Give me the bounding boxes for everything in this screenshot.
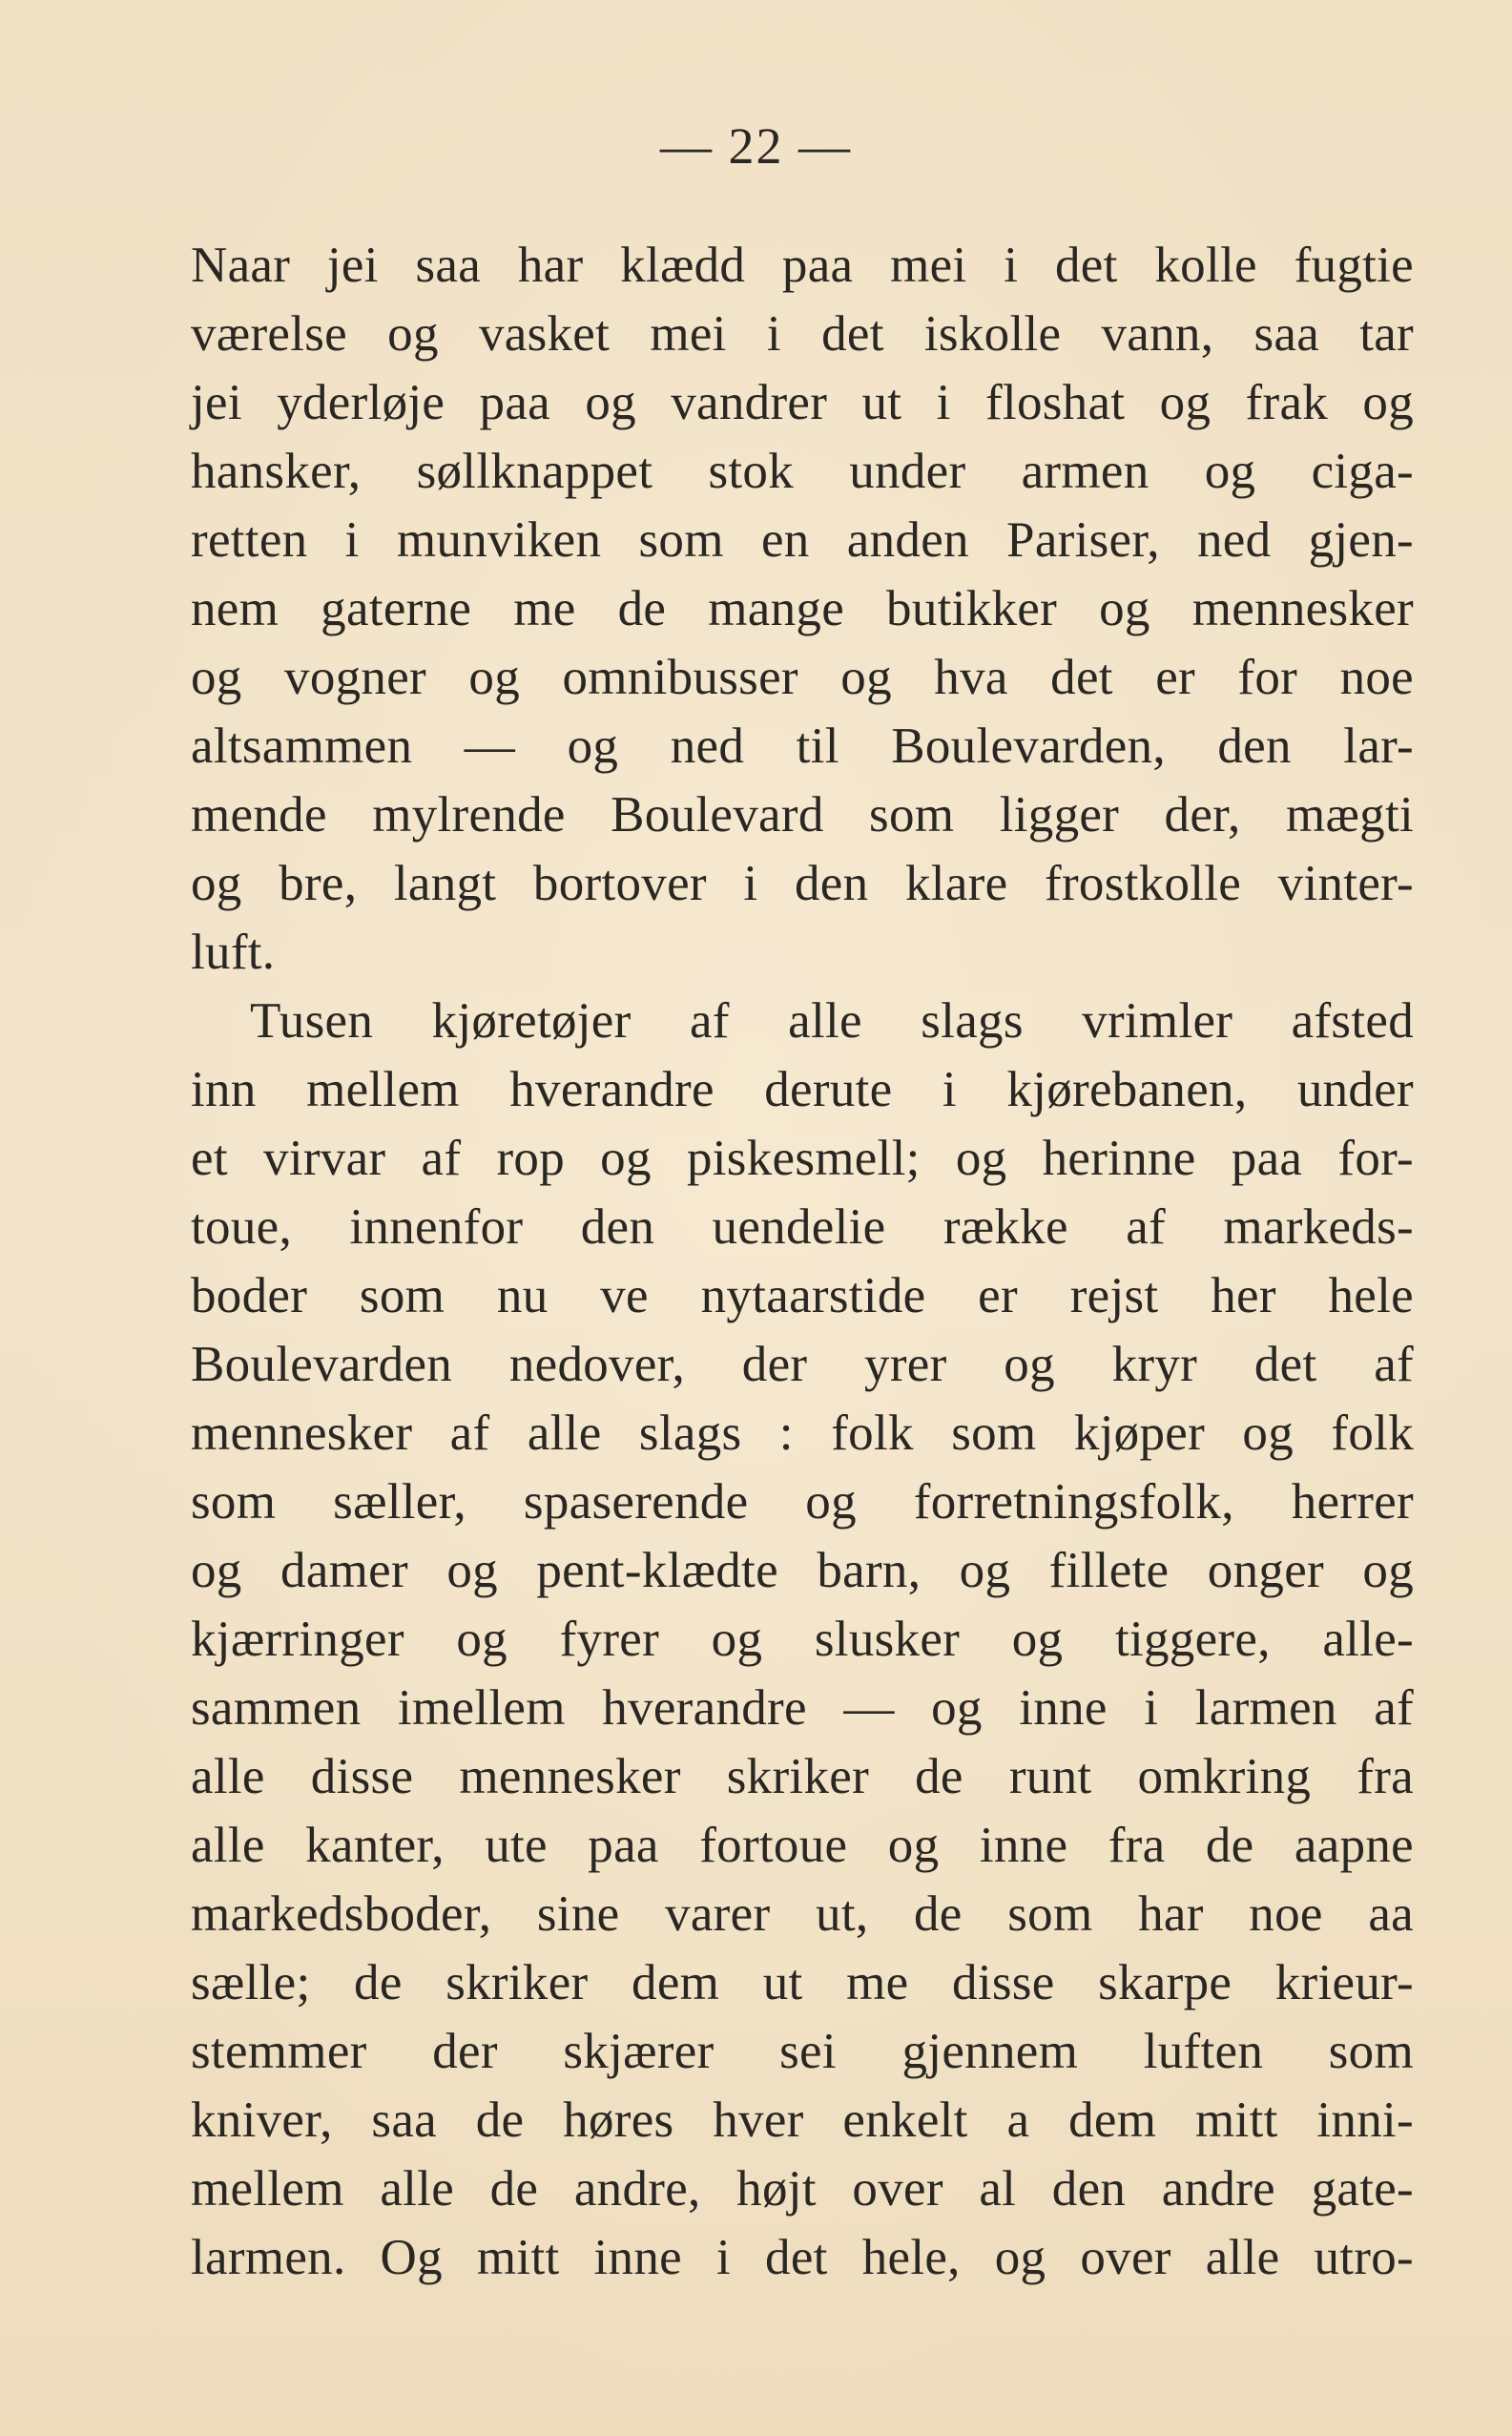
text-line: boder som nu ve nytaarstide er rejst her hele [191,1268,1414,1323]
text-line: værelse og vasket mei i det iskolle vann, saa tar [191,306,1414,362]
text-line: et virvar af rop og piskesmell; og herinne paa for- [191,1131,1414,1186]
text-line: Naar jei saa har klædd paa mei i det kolle fugtie [191,238,1414,293]
text-line: og damer og pent-klædte barn, og fillete onger og [191,1543,1414,1598]
text-line: mende mylrende Boulevard som ligger der, mægti [191,787,1414,843]
text-line: stemmer der skjærer sei gjennem luften som [191,2024,1414,2079]
body-text [191,231,1414,2292]
text-line: retten i munviken som en anden Pariser, ned gjen- [191,512,1414,568]
text-line: hansker, søllknappet stok under armen og ciga- [191,444,1414,499]
text-line: og bre, langt bortover i den klare frostkolle vinter- [191,856,1414,911]
paragraph [191,231,1414,987]
text-line: sammen imellem hverandre — og inne i larmen af [191,1680,1414,1736]
page-number: — 22 — [660,117,852,175]
text-line: som sæller, spaserende og forretningsfolk, herrer [191,1474,1414,1530]
text-line: kjærringer og fyrer og slusker og tiggere, alle- [191,1612,1414,1667]
text-line: alle disse mennesker skriker de runt omkring fra [191,1749,1414,1804]
text-line: markedsboder, sine varer ut, de som har noe aa [191,1886,1414,1942]
text-line: Boulevarden nedover, der yrer og kryr det af [191,1337,1414,1392]
text-line: inn mellem hverandre derute i kjørebanen, under [191,1062,1414,1117]
text-line: altsammen — og ned til Boulevarden, den lar- [191,718,1414,774]
text-line: larmen. Og mitt inne i det hele, og over alle utro- [191,2230,1414,2285]
text-line: sælle; de skriker dem ut me disse skarpe krieur- [191,1955,1414,2010]
text-line: Tusen kjøretøjer af alle slags vrimler afsted [250,993,1414,1049]
text-line: mennesker af alle slags : folk som kjøper og folk [191,1405,1414,1461]
text-line: toue, innenfor den uendelie række af markeds- [191,1199,1414,1255]
text-line: jei yderløje paa og vandrer ut i floshat og frak og [191,375,1414,430]
text-line: luft. [191,925,276,980]
text-line: nem gaterne me de mange butikker og mennesker [191,581,1414,636]
text-line: mellem alle de andre, højt over al den andre gate- [191,2161,1414,2217]
paragraph [191,987,1414,2292]
text-line: kniver, saa de høres hver enkelt a dem mitt inni- [191,2092,1414,2148]
text-line: alle kanter, ute paa fortoue og inne fra de aapne [191,1818,1414,1873]
text-line: og vogner og omnibusser og hva det er for noe [191,650,1414,705]
